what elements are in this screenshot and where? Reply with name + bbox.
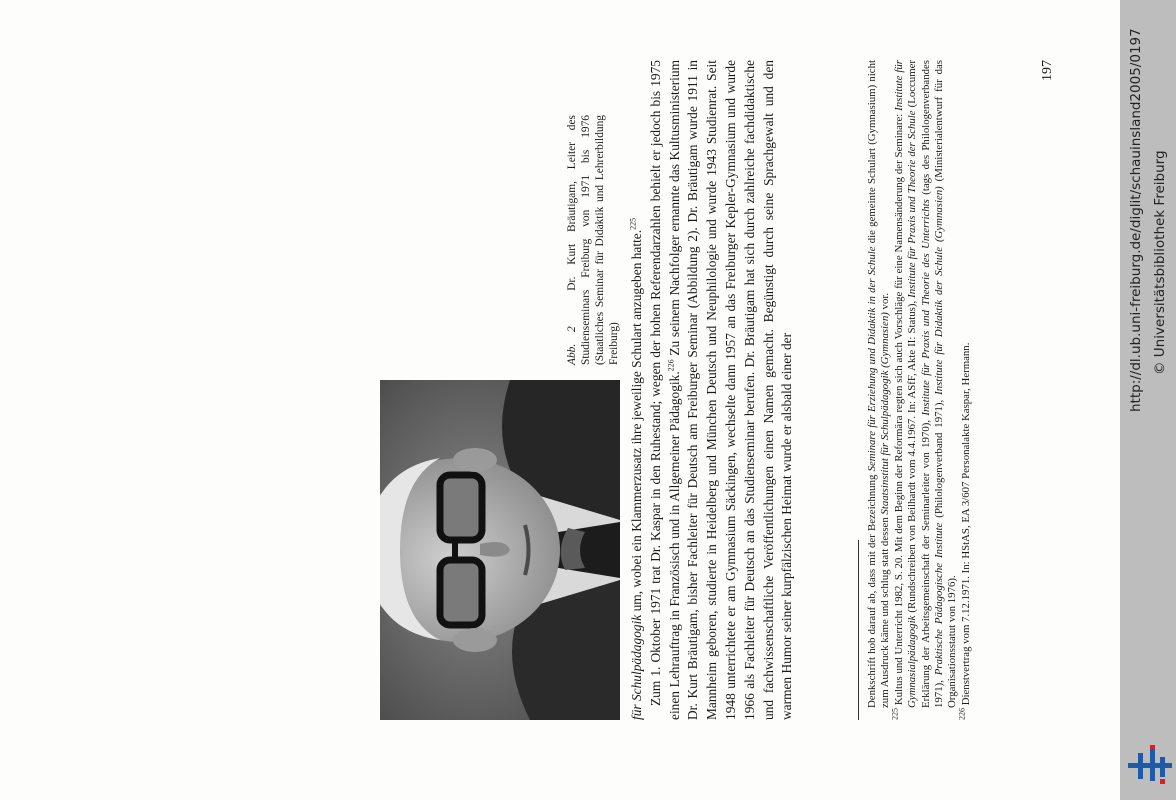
fn225-k: (Ministerialentwurf für das Organisationsstatut von 1976).	[933, 60, 959, 708]
caption-label: Abb. 2	[566, 326, 578, 365]
footnote-225	[890, 60, 960, 720]
ub-freiburg-logo-icon[interactable]	[1128, 745, 1172, 785]
fn-cont-c: die gemeinte Schulart (Gymnasium) nicht zum Ausdruck käme und schlug statt dessen	[866, 60, 892, 708]
fn225-b: Institute für Gymnasialpädagogik	[892, 60, 919, 708]
footnote-226	[957, 60, 973, 720]
figure-caption	[565, 115, 621, 365]
body-p1-text: um, wobei ein Klammerzusatz ihre jeweilige Schulart anzugeben hatte.	[629, 229, 644, 615]
fn225-j: Institute für Didaktik der Schule (Gymnasien)	[933, 186, 946, 395]
source-url-link[interactable]: http://dl.ub.uni-freiburg.de/diglit/schauinsland2005/0197	[1128, 28, 1144, 412]
fn225-d: Institute für Praxis und Theorie der Schule	[906, 110, 919, 298]
caption-text: Dr. Kurt Bräutigam, Leiter des Studienseminars Freiburg von 1971 bis 1976 (Staatliches Seminar für Didaktik und Lehrerbildung Freiburg)	[566, 115, 620, 365]
footnote-ref-225: 225	[628, 217, 638, 230]
body-p2-rest: Zu seinem Nachfolger ernannte das Kultusministerium Dr. Kurt Bräutigam, bisher Fachleiter für Deutsch am Freiburger Seminar (Abbildung 2). Dr. Bräutigam wurde 1911 in Mannheim geboren, studierte in Heidelberg und München Deutsch und Neuphilologie und wurde 1943 Studienrat. Seit 1948 unterrichtete er am Gymnasium Säckingen, wechselte dann 1957 an das Freiburger Kepler-Gymnasium und wurde 1966 als Fachleiter für Deutsch an das Studienseminar berufen. Dr. Bräutigam hat sich durch zahlreiche fachdidaktische und fachwissenschaftliche Veröffentlichungen einen Namen gemacht. Begünstigt durch seine Sprachgewalt und den warmen Humor seiner kurpfälzischen Heimat wurde er alsbald einer der	[666, 60, 795, 720]
footnote-continuation	[866, 60, 893, 720]
footnote-225-number: 225	[890, 708, 900, 720]
footnote-ref-226: 226	[666, 359, 676, 372]
fn225-a: Kultus und Unterricht 1982, S. 20. Mit dem Beginn der Reformära regten sich auch Vorschläge für eine Namensänderung der Seminare:	[892, 110, 905, 706]
fn-cont-b: Seminare für Erziehung und Didaktik in der Schule	[866, 246, 878, 472]
fn225-i: (Philologenverband 1971),	[933, 394, 946, 523]
portrait-photo	[380, 380, 620, 720]
body-paragraph-1	[628, 60, 647, 720]
fn-cont-a: Denkschrift hob darauf ab, dass mit der Bezeichnung	[866, 471, 878, 708]
footnote-rule	[858, 540, 859, 720]
copyright-notice: © Universitätsbibliothek Freiburg	[1152, 150, 1168, 375]
body-italic-term: für Schulpädagogik	[629, 614, 644, 720]
page-number: 197	[1040, 60, 1055, 81]
fn225-e: (Loccumer Erklärung der Arbeitsgemeinschaft der Seminarleiter von 1970),	[906, 60, 932, 708]
fn225-h: Praktische Pädagogische Institute	[933, 522, 946, 676]
logo-graphic	[1128, 745, 1172, 785]
body-p2-start: Zum 1. Oktober 1971 trat Dr. Kaspar in den Ruhestand; wegen der hohen Referendarzahlen behielt er jedoch bis 1975 einen Lehrauftrag in Französisch und in Allgemeiner Pädagogik.	[647, 60, 682, 720]
fn-cont-d: Staatsinstitut für Schulpädagogik (Gymnasien)	[879, 312, 892, 515]
fn225-g: (tags des Philologenverbandes 1971),	[919, 60, 946, 708]
footnotes	[866, 60, 973, 720]
fn225-c: (Rundschreiben von Beilhardt vom 4.4.1967. In: ASfF, Akte II: Status),	[906, 297, 919, 616]
portrait-image	[380, 380, 620, 720]
fn225-f: Institute für Praxis und Theorie des Unterrichts	[919, 199, 932, 416]
fn-cont-e: vor.	[879, 292, 892, 313]
body-paragraph-2	[647, 60, 797, 720]
body-text	[628, 60, 797, 720]
footnote-226-number: 226	[957, 708, 967, 720]
fn226-text: Dienstvertrag vom 7.12.1971. In: HStAS, EA 3/607 Personalakte Kaspar, Hermann.	[959, 342, 972, 706]
